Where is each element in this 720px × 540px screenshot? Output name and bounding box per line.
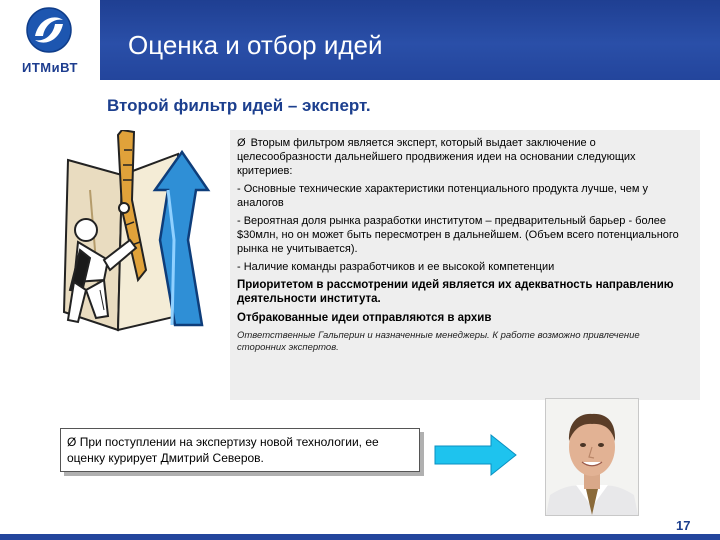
curator-text: При поступлении на экспертизу новой технологии, ее оценку курирует Дмитрий Северов. [67, 435, 379, 465]
intro-text: Вторым фильтром является эксперт, который выдает заключение о целесообразности дальнейшего продвижения идеи на основании следующих критериев: [237, 137, 636, 177]
page-number: 17 [676, 518, 691, 533]
logo-text: ИТМиВТ [22, 60, 78, 75]
expert-clipart-illustration [60, 130, 230, 345]
responsible-note: Ответственные Гальперин и назначенные менеджеры. К работе возможно привлечение сторонних экспертов. [237, 330, 640, 353]
footer-line [0, 534, 720, 540]
criterion-1: - Основные технические характеристики потенциального продукта лучше, чем у аналогов [237, 183, 648, 209]
intro-paragraph [237, 136, 690, 178]
slide-subtitle: Второй фильтр идей – эксперт. [107, 96, 371, 115]
criterion-2: - Вероятная доля рынка разработки институтом – предварительный барьер - более $30млн, но он может быть пересмотрен в дальнейшем. (Объем всего потенциального рынка не учитывается). [237, 215, 679, 255]
logo [0, 0, 100, 80]
bullet-arrow-icon: Ø [237, 137, 246, 149]
priority-statement: Приоритетом в рассмотрении идей является их адекватность направлению деятельности института. [237, 279, 674, 305]
logo-emblem-icon [25, 6, 73, 54]
curator-box [60, 428, 420, 472]
page-title: Оценка и отбор идей [128, 30, 383, 60]
right-arrow-icon [433, 432, 518, 478]
bullet-arrow-icon: Ø [67, 435, 77, 449]
expert-portrait-photo [545, 398, 639, 516]
rejected-statement: Отбракованные идеи отправляются в архив [237, 312, 492, 324]
criteria-info-box [230, 130, 700, 400]
criterion-3: - Наличие команды разработчиков и ее высокой компетенции [237, 261, 555, 273]
